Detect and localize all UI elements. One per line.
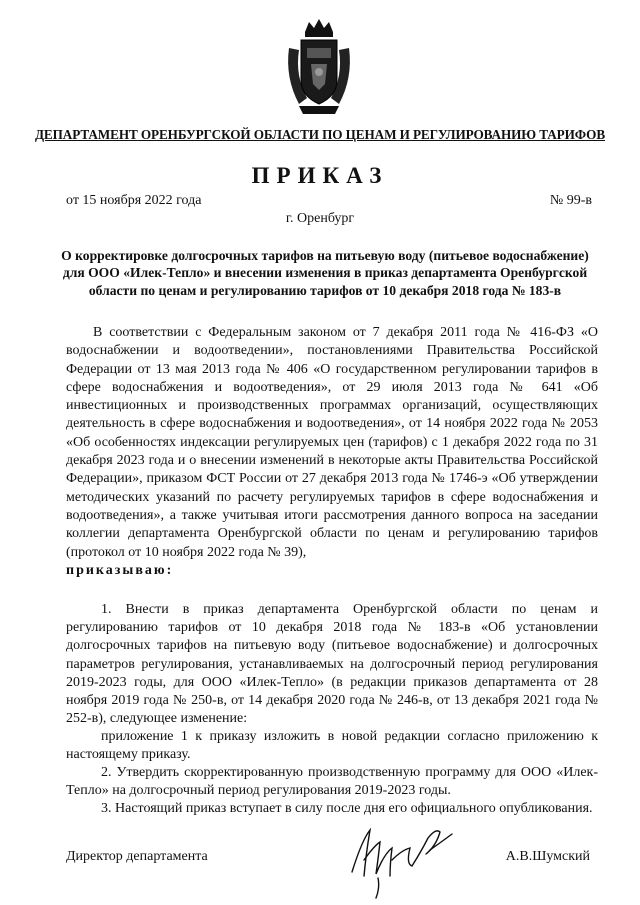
order-word: приказываю: bbox=[66, 562, 174, 578]
document-title: ПРИКАЗ bbox=[251, 163, 389, 188]
preamble-text: В соответствии с Федеральным законом от 7 декабря 2011 года № 416-ФЗ «О водоснабжении и водоотведении», постановлениями Правительства Российской Федерации от 13 мая 2013 года № 406 «О государственном регулировании тарифов в сфере водоснабжения и водоотведения», от 29 июля 2013 года № 641 «Об инвестиционных и производственных программах организаций, осуществляющих деятельность в сфере водоснабжения и водоотведения», от 14 ноября 2022 года № 2053 «Об особенностях индексации регулируемых цен (тарифов) с 1 декабря 2022 года по 31 декабря 2023 года и о внесении изменений в некоторые акты Правительства Российской Федерации», приказом ФСТ России от 27 декабря 2013 года № 1746-э «Об утверждении методических указаний по расчету регулируемых тарифов в сфере водоснабжения и водоотведения», а также учитывая итоги рассмотрения данного вопроса на заседании коллегии департамента Оренбургской области по ценам и регулированию тарифов (протокол от 10 ноября 2022 года № 39), bbox=[66, 325, 598, 560]
preamble-paragraph bbox=[66, 324, 598, 580]
item-1-sub-paragraph: приложение 1 к приказу изложить в новой редакции согласно приложению к настоящему приказу. bbox=[66, 729, 598, 763]
document-date: от 15 ноября 2022 года bbox=[66, 193, 202, 208]
signer-name: А.В.Шумский bbox=[505, 849, 590, 864]
coat-of-arms-emblem bbox=[285, 18, 353, 118]
item-2-paragraph: 2. Утвердить скорректированную производственную программу для ООО «Илек-Тепло» на долгосрочный период регулирования 2019-2023 годы. bbox=[66, 765, 598, 799]
item-3-paragraph: 3. Настоящий приказ вступает в силу после дня его официального опубликования. bbox=[101, 801, 593, 816]
document-subject: О корректировке долгосрочных тарифов на питьевую воду (питьевое водоснабжение) для ООО «Илек-Тепло» и внесении изменения в приказ департамента Оренбургской области по ценам и регулированию тарифов от 10 декабря 2018 года № 183-в bbox=[61, 248, 589, 298]
signer-role: Директор департамента bbox=[66, 849, 208, 864]
handwritten-signature bbox=[340, 820, 470, 900]
document-city: г. Оренбург bbox=[285, 211, 355, 226]
department-name: ДЕПАРТАМЕНТ ОРЕНБУРГСКОЙ ОБЛАСТИ ПО ЦЕНАМ И РЕГУЛИРОВАНИЮ ТАРИФОВ bbox=[34, 127, 606, 142]
document-number: № 99-в bbox=[549, 193, 592, 208]
item-1-paragraph: 1. Внести в приказ департамента Оренбургской области по ценам и регулированию тарифов от 10 декабря 2018 года № 183-в «Об установлении долгосрочных тарифов на питьевую воду (питьевое водоснабжение) и долгосрочных параметров регулирования, устанавливаемых на долгосрочный период регулирования 2019-2023 годы, для ООО «Илек-Тепло» (в редакции приказов департамента от 28 ноября 2019 года № 250-в, от 14 декабря 2020 года № 246-в, от 13 декабря 2021 года № 252-в), следующее изменение: bbox=[66, 602, 598, 727]
